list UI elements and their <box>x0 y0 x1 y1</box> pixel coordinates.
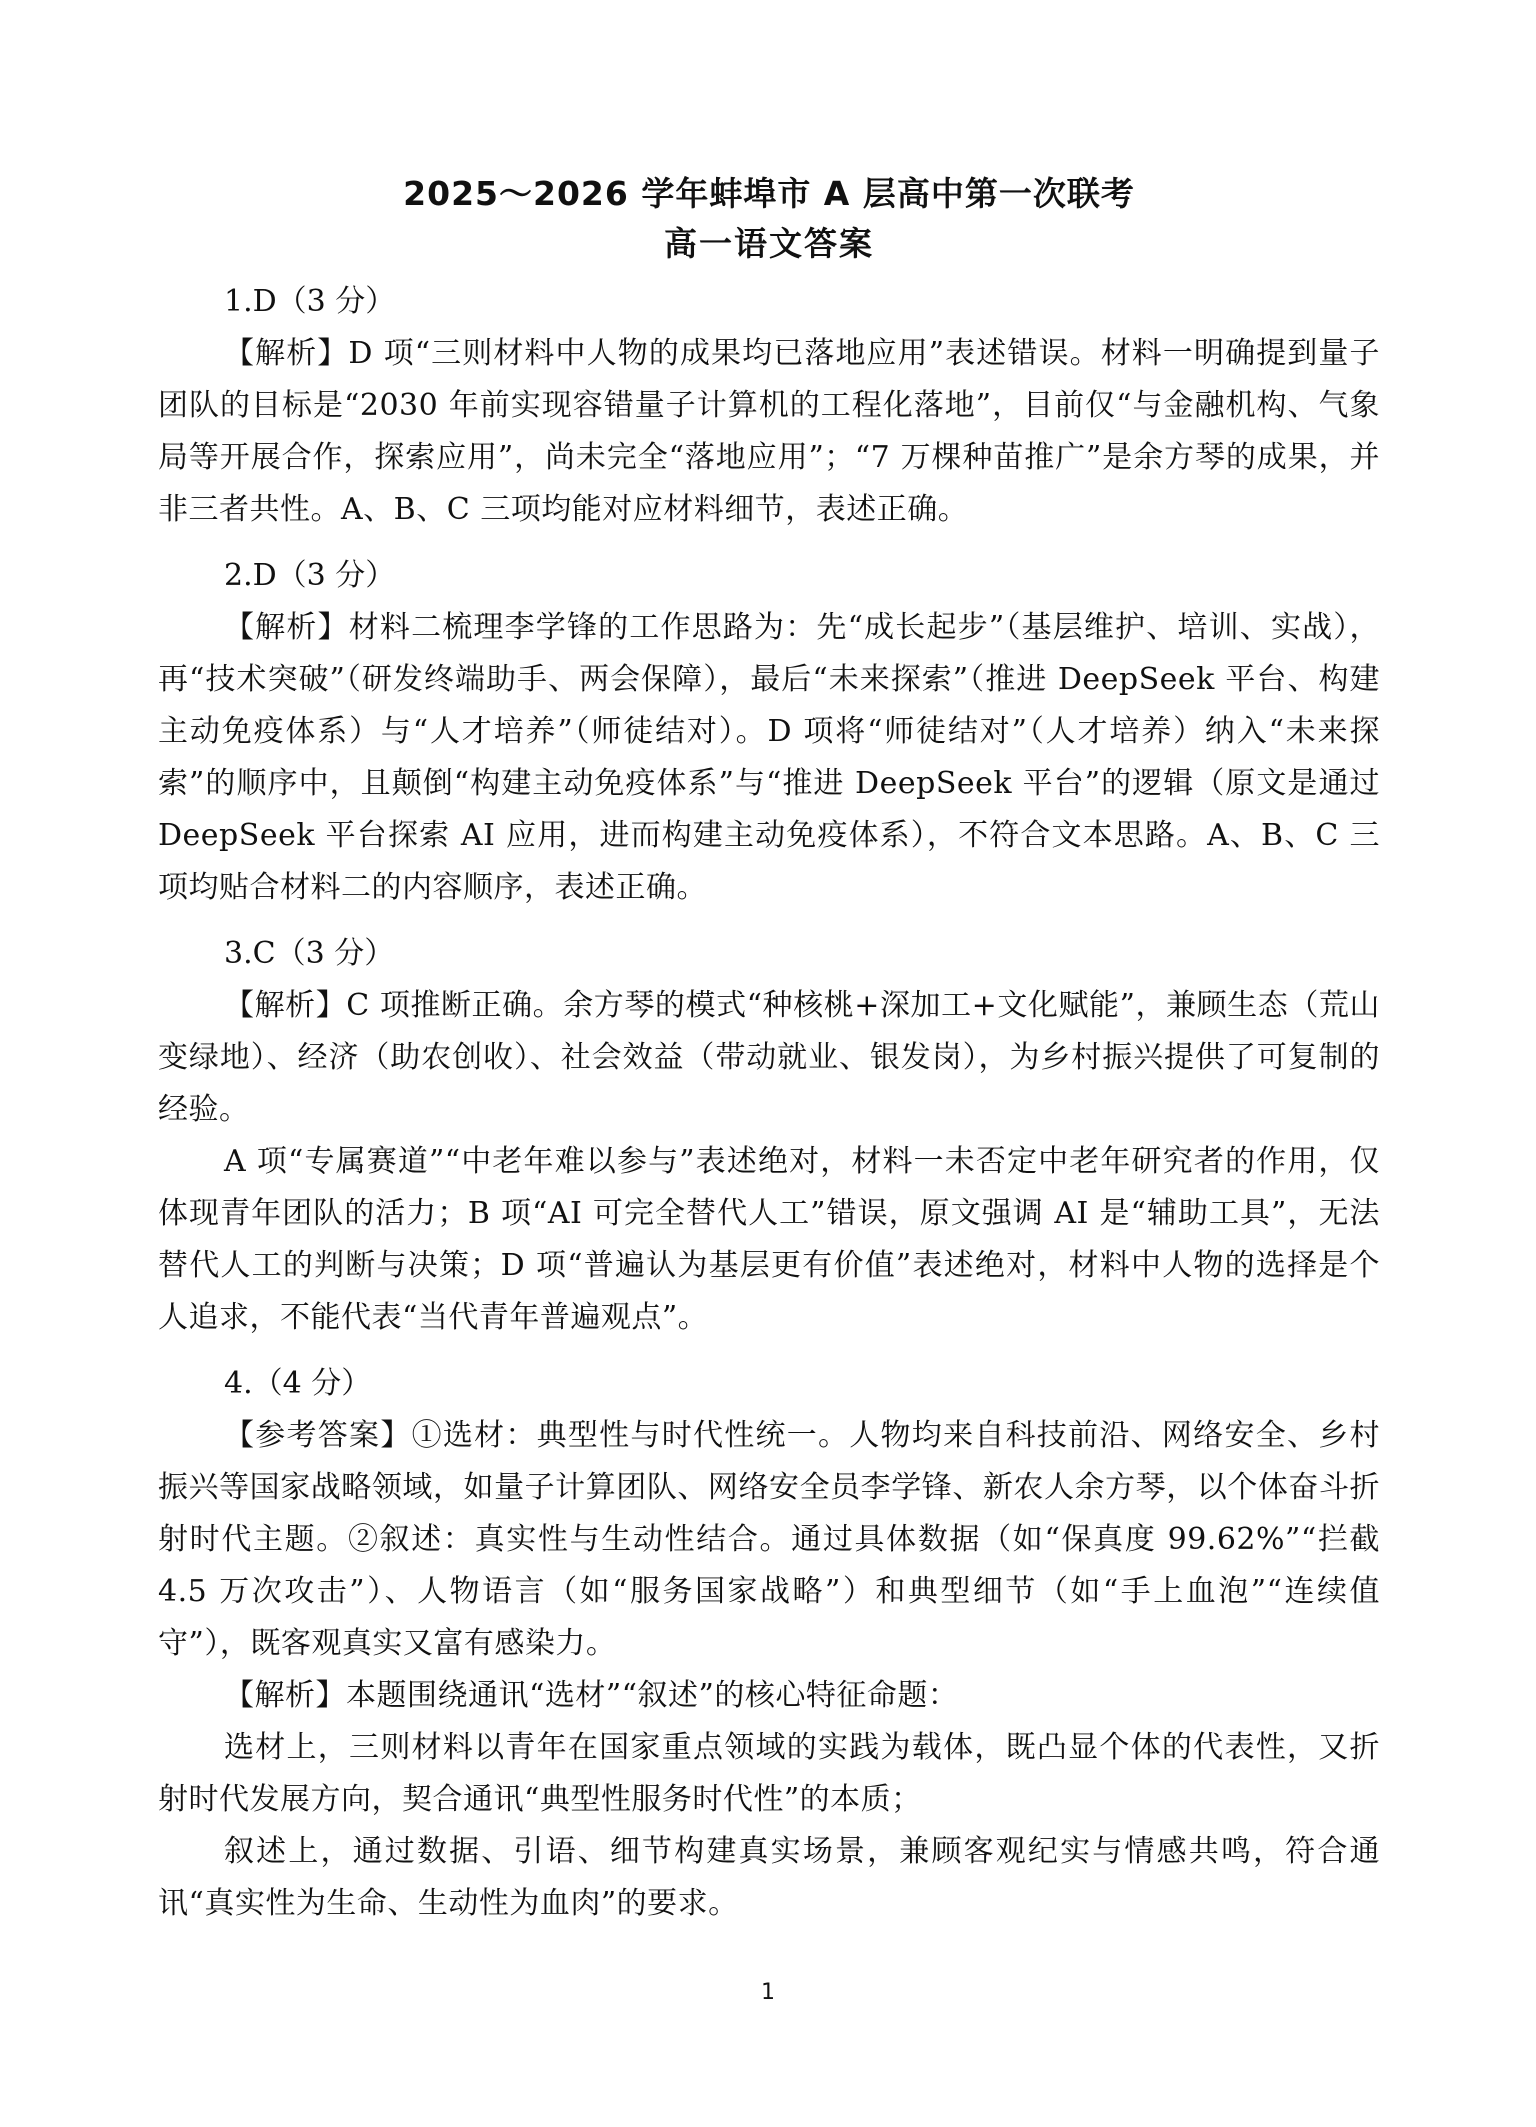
page-subtitle: 高一语文答案 <box>664 224 874 263</box>
page-number: 1 <box>761 1980 775 2005</box>
question-4-analysis-selection: 选材上，三则材料以青年在国家重点领域的实践为载体，既凸显个体的代表性，又折射时代发展方向，契合通讯“典型性服务时代性”的本质； <box>158 1730 1380 1817</box>
question-4-head: 4.（4 分） <box>224 1366 372 1401</box>
question-1 <box>158 276 1380 536</box>
question-4 <box>158 1358 1380 1930</box>
question-2 <box>158 550 1380 914</box>
question-4-analysis-intro: 【解析】本题围绕通讯“选材”“叙述”的核心特征命题： <box>224 1678 959 1713</box>
page-title: 2025～2026 学年蚌埠市 A 层高中第一次联考 <box>403 174 1135 213</box>
question-1-head: 1.D（3 分） <box>224 284 396 319</box>
question-4-analysis-narration: 叙述上，通过数据、引语、细节构建真实场景，兼顾客观纪实与情感共鸣，符合通讯“真实性为生命、生动性为血肉”的要求。 <box>158 1834 1380 1921</box>
question-3-distractor-notes: A 项“专属赛道”“中老年难以参与”表述绝对，材料一未否定中老年研究者的作用，仅体现青年团队的活力；B 项“AI 可完全替代人工”错误，原文强调 AI 是“辅助工具”，无法替代人工的判断与决策；D 项“普遍认为基层更有价值”表述绝对，材料中人物的选择是个人追求，不能代表“当代青年普遍观点”。 <box>158 1144 1380 1335</box>
answer-sheet-page <box>158 170 1380 1930</box>
question-4-reference-answer: 【参考答案】①选材：典型性与时代性统一。人物均来自科技前沿、网络安全、乡村振兴等国家战略领域，如量子计算团队、网络安全员李学锋、新农人余方琴，以个体奋斗折射时代主题。②叙述：真实性与生动性结合。通过具体数据（如“保真度 99.62%”“拦截 4.5 万次攻击”）、人物语言（如“服务国家战略”）和典型细节（如“手上血泡”“连续值守”），既客观真实又富有感染力。 <box>158 1418 1380 1661</box>
question-2-head: 2.D（3 分） <box>224 558 396 593</box>
question-1-analysis: 【解析】D 项“三则材料中人物的成果均已落地应用”表述错误。材料一明确提到量子团队的目标是“2030 年前实现容错量子计算机的工程化落地”，目前仅“与金融机构、气象局等开展合作，探索应用”，尚未完全“落地应用”；“7 万棵种苗推广”是余方琴的成果，并非三者共性。A、B、C 三项均能对应材料细节，表述正确。 <box>158 336 1380 527</box>
question-2-analysis: 【解析】材料二梳理李学锋的工作思路为：先“成长起步”（基层维护、培训、实战），再“技术突破”（研发终端助手、两会保障），最后“未来探索”（推进 DeepSeek 平台、构建主动免疫体系）与“人才培养”（师徒结对）。D 项将“师徒结对”（人才培养）纳入“未来探索”的顺序中，且颠倒“构建主动免疫体系”与“推进 DeepSeek 平台”的逻辑（原文是通过 DeepSeek 平台探索 AI 应用，进而构建主动免疫体系），不符合文本思路。A、B、C 三项均贴合材料二的内容顺序，表述正确。 <box>158 610 1380 905</box>
question-3 <box>158 928 1380 1344</box>
question-3-analysis: 【解析】C 项推断正确。余方琴的模式“种核桃+深加工+文化赋能”，兼顾生态（荒山变绿地）、经济（助农创收）、社会效益（带动就业、银发岗），为乡村振兴提供了可复制的经验。 <box>158 988 1380 1127</box>
question-3-head: 3.C（3 分） <box>224 936 395 971</box>
